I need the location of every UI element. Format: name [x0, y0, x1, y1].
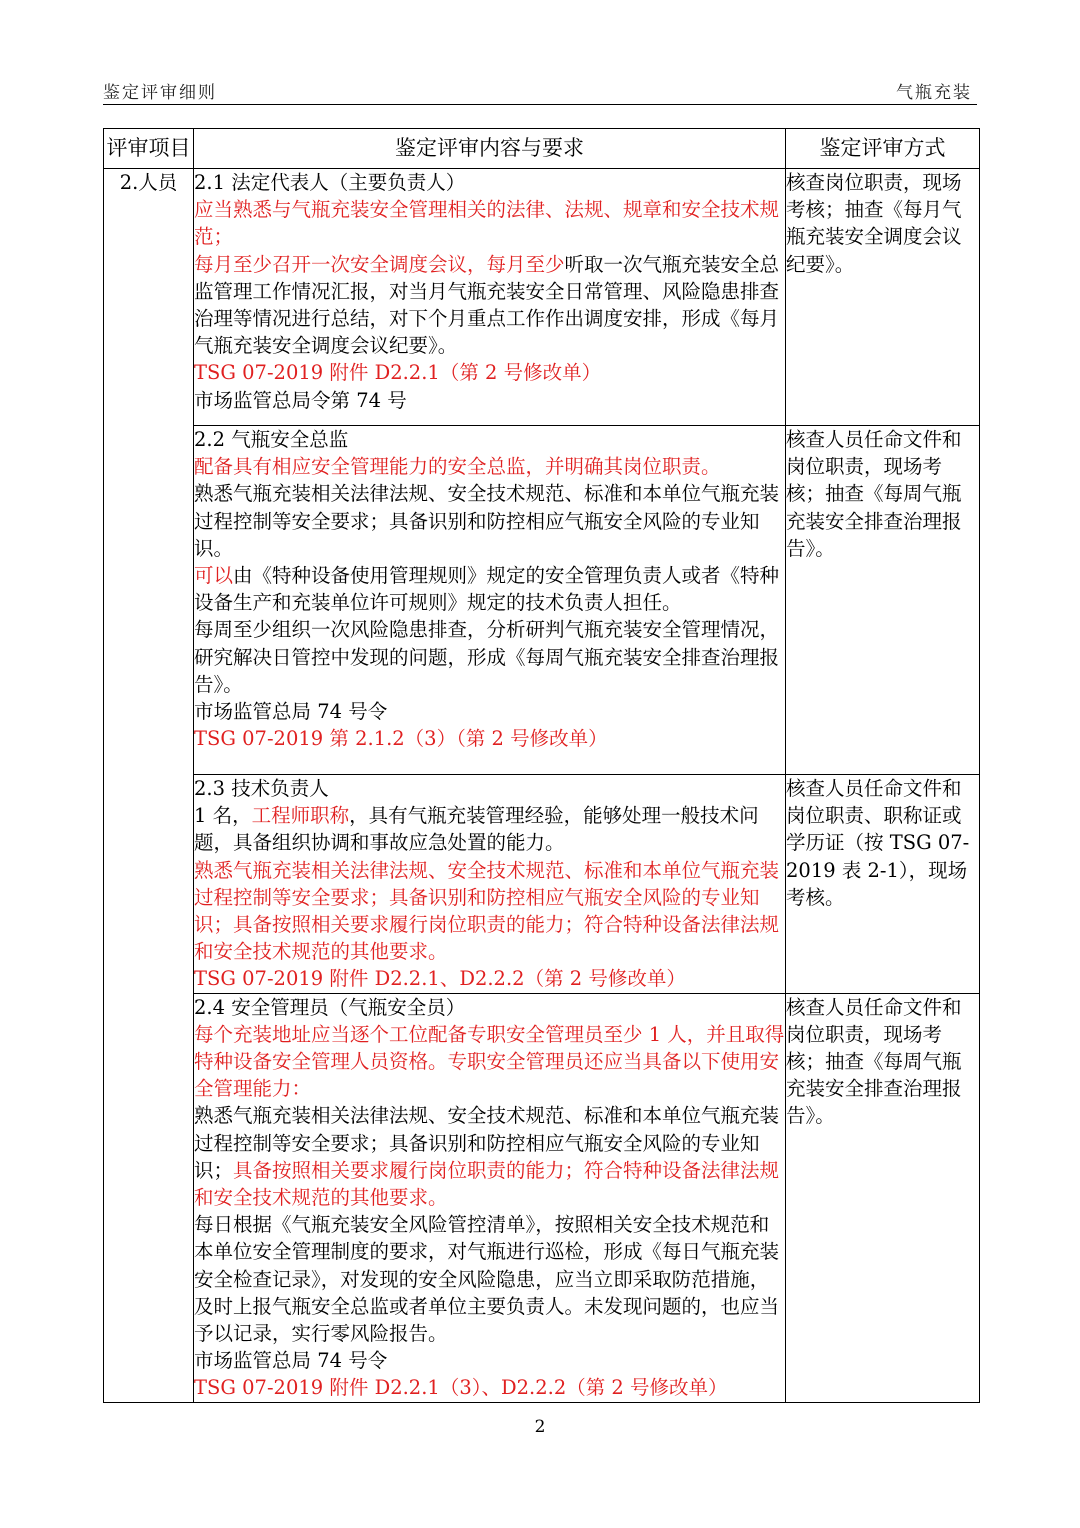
requirement-text: 每周至少组织一次风险隐患排查，分析研判气瓶充装安全管理情况，研究解决日管控中发现的问题，形成《每周气瓶充装安全排查治理报告》。	[194, 618, 780, 696]
content-cell-2-1	[194, 169, 786, 426]
table-row	[104, 169, 980, 426]
red-requirement-inline: 具备按照相关要求履行岗位职责的能力；符合特种设备法律法规和安全技术规范的其他要求。	[194, 1158, 780, 1210]
requirement-text: 由《特种设备使用管理规则》规定的安全管理负责人或者《特种设备生产和充装单位许可规则》规定的技术负责人担任。	[194, 564, 780, 615]
running-header-right: 气瓶充装	[896, 83, 972, 103]
reference-red: TSG 07-2019 附件 D2.2.1、D2.2.2（第 2 号修改单）	[194, 967, 686, 991]
requirement-paragraph	[194, 562, 785, 616]
section-title: 2.1 法定代表人（主要负责人）	[194, 171, 466, 194]
red-requirement: 每个充装地址应当逐个工位配备专职安全管理员至少 1 人，并且取得特种设备安全管理人员资格。专职安全管理员还应当具备以下使用安全管理能力：	[194, 1022, 785, 1101]
table-row	[104, 775, 980, 994]
red-requirement: 应当熟悉与气瓶充装安全管理相关的法律、法规、规章和安全技术规范；	[194, 198, 780, 249]
requirement-text: ，具有气瓶充装管理经验，能够处理一般技术问题，具备组织协调和事故应急处置的能力。	[194, 804, 759, 855]
requirement-text: 听取一次气瓶充装安全总监管理工作情况汇报，对当月气瓶充装安全日常管理、风险隐患排查治理等情况进行总结，对下个月重点工作作出调度安排，形成《每月气瓶充装安全调度会议纪要》。	[194, 252, 780, 358]
method-cell-2-2: 核查人员任命文件和岗位职责，现场考核；抽查《每周气瓶充装安全排查治理报告》。	[786, 426, 980, 775]
method-cell-2-3: 核查人员任命文件和岗位职责、职称证或学历证（按 TSG 07-2019 表 2-1），现场考核。	[786, 775, 980, 994]
page-number: 2	[534, 1417, 546, 1437]
red-requirement-inline: 每月至少召开一次安全调度会议，每月至少	[194, 252, 565, 276]
reference-red: TSG 07-2019 附件 D2.2.1（第 2 号修改单）	[194, 361, 602, 385]
reference: 市场监管总局 74 号令	[194, 700, 388, 724]
reference: 市场监管总局 74 号令	[194, 1349, 388, 1373]
requirement-text: 1 名，	[194, 804, 252, 828]
header-item: 评审项目	[104, 129, 194, 169]
method-cell-2-1: 核查岗位职责，现场考核；抽查《每月气瓶充装安全调度会议纪要》。	[786, 169, 980, 426]
red-requirement-inline: 可以	[194, 564, 234, 588]
requirement-paragraph	[194, 251, 785, 360]
red-requirement-inline: 工程师职称	[251, 804, 350, 828]
running-header-left: 鉴定评审细则	[103, 83, 217, 103]
section-title: 2.3 技术负责人	[194, 777, 329, 800]
content-cell-2-3	[194, 775, 786, 994]
requirement-paragraph	[194, 802, 785, 856]
reference-red: TSG 07-2019 第 2.1.2（3）（第 2 号修改单）	[194, 727, 608, 751]
reference-red: TSG 07-2019 附件 D2.2.1（3）、D2.2.2（第 2 号修改单）	[194, 1376, 728, 1400]
content-cell-2-2	[194, 426, 786, 775]
requirement-paragraph	[194, 1102, 785, 1211]
section-title: 2.2 气瓶安全总监	[194, 428, 349, 451]
review-table	[103, 128, 980, 1403]
requirement-text: 每日根据《气瓶充装安全风险管控清单》，按照相关安全技术规范和本单位安全管理制度的要求，对气瓶进行巡检，形成《每日气瓶充装安全检查记录》，对发现的安全风险隐患，应当立即采取防范措施，及时上报气瓶安全总监或者单位主要负责人。未发现问题的，也应当予以记录，实行零风险报告。	[194, 1213, 780, 1346]
header-rule	[103, 104, 977, 105]
content-cell-2-4	[194, 993, 786, 1402]
table-row	[104, 426, 980, 775]
table-row	[104, 993, 980, 1402]
method-cell-2-4: 核查人员任命文件和岗位职责，现场考核；抽查《每周气瓶充装安全排查治理报告》。	[786, 993, 980, 1402]
table-header-row	[104, 129, 980, 169]
item-cell: 2.人员	[104, 169, 194, 1403]
section-title: 2.4 安全管理员（气瓶安全员）	[194, 995, 466, 1019]
red-requirement: 配备具有相应安全管理能力的安全总监，并明确其岗位职责。	[194, 455, 721, 479]
requirement-text: 熟悉气瓶充装相关法律法规、安全技术规范、标准和本单位气瓶充装过程控制等安全要求；具备识别和防控相应气瓶安全风险的专业知识；	[194, 1104, 780, 1182]
requirement-text: 熟悉气瓶充装相关法律法规、安全技术规范、标准和本单位气瓶充装过程控制等安全要求；具备识别和防控相应气瓶安全风险的专业知识。	[194, 482, 780, 560]
reference: 市场监管总局令第 74 号	[194, 388, 407, 412]
header-method: 鉴定评审方式	[786, 129, 980, 169]
header-content: 鉴定评审内容与要求	[194, 129, 786, 169]
red-requirement: 熟悉气瓶充装相关法律法规、安全技术规范、标准和本单位气瓶充装过程控制等安全要求；具备识别和防控相应气瓶安全风险的专业知识；具备按照相关要求履行岗位职责的能力；符合特种设备法律法规和安全技术规范的其他要求。	[194, 858, 780, 964]
